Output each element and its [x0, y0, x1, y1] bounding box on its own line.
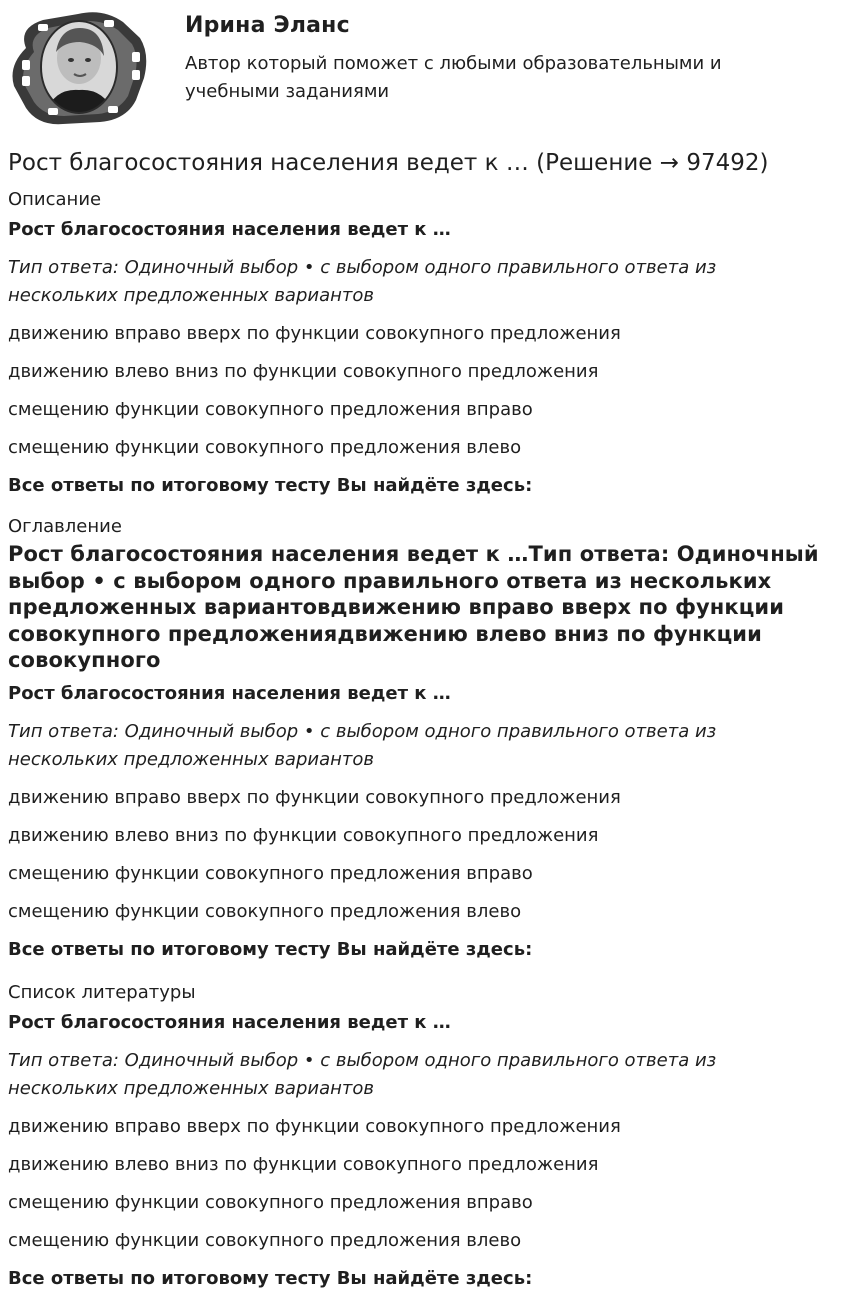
answer-option: движению влево вниз по функции совокупного предложения — [8, 824, 599, 846]
description-section — [8, 188, 838, 498]
answer-type: Тип ответа: Одиночный выбор • с выбором одного правильного ответа из нескольких предложенных вариантов — [8, 720, 717, 770]
answer-option: движению вправо вверх по функции совокупного предложения — [8, 786, 621, 808]
references-section — [8, 981, 838, 1291]
answer-type: Тип ответа: Одиночный выбор • с выбором одного правильного ответа из нескольких предложенных вариантов — [8, 257, 717, 306]
all-answers-note: Все ответы по итоговому тесту Вы найдёте здесь: — [8, 475, 533, 496]
answer-option: движению влево вниз по функции совокупного предложения — [8, 1154, 599, 1175]
all-answers-note: Все ответы по итоговому тесту Вы найдёте здесь: — [8, 1268, 533, 1289]
answer-type: Тип ответа: Одиночный выбор • с выбором одного правильного ответа из нескольких предложенных вариантов — [8, 1050, 717, 1099]
section-label-references: Список литературы — [8, 982, 196, 1003]
author-header — [0, 0, 847, 132]
answer-option: смещению функции совокупного предложения влево — [8, 437, 522, 458]
page-title: Рост благосостояния населения ведет к … (Решение → 97492) — [8, 150, 769, 176]
answer-option: движению влево вниз по функции совокупного предложения — [8, 361, 599, 382]
author-name: Ирина Эланс — [185, 13, 350, 38]
answer-option: смещению функции совокупного предложения вправо — [8, 1192, 533, 1213]
answer-option: смещению функции совокупного предложения вправо — [8, 399, 533, 420]
toc-section — [8, 515, 838, 962]
all-answers-note: Все ответы по итоговому тесту Вы найдёте здесь: — [8, 938, 533, 960]
toc-heading: Рост благосостояния населения ведет к …Тип ответа: Одиночный выбор • с выбором одного правильного ответа из нескольких предложенных вариантовдвижению вправо вверх по функции совокупного предложениядвижению влево вниз по функции совокупного — [8, 542, 819, 672]
author-avatar — [8, 8, 150, 126]
answer-option: смещению функции совокупного предложения влево — [8, 1230, 522, 1251]
answer-option: движению вправо вверх по функции совокупного предложения — [8, 323, 621, 344]
question-title: Рост благосостояния населения ведет к … — [8, 219, 451, 240]
section-label-description: Описание — [8, 189, 102, 210]
question-title: Рост благосостояния населения ведет к … — [8, 682, 451, 704]
author-bio: Автор который поможет с любыми образовательными и учебными заданиями — [185, 53, 722, 102]
answer-option: смещению функции совокупного предложения вправо — [8, 862, 533, 884]
answer-option: смещению функции совокупного предложения влево — [8, 900, 522, 922]
section-label-toc: Оглавление — [8, 516, 122, 537]
question-title: Рост благосостояния населения ведет к … — [8, 1012, 451, 1033]
answer-option: движению вправо вверх по функции совокупного предложения — [8, 1116, 621, 1137]
